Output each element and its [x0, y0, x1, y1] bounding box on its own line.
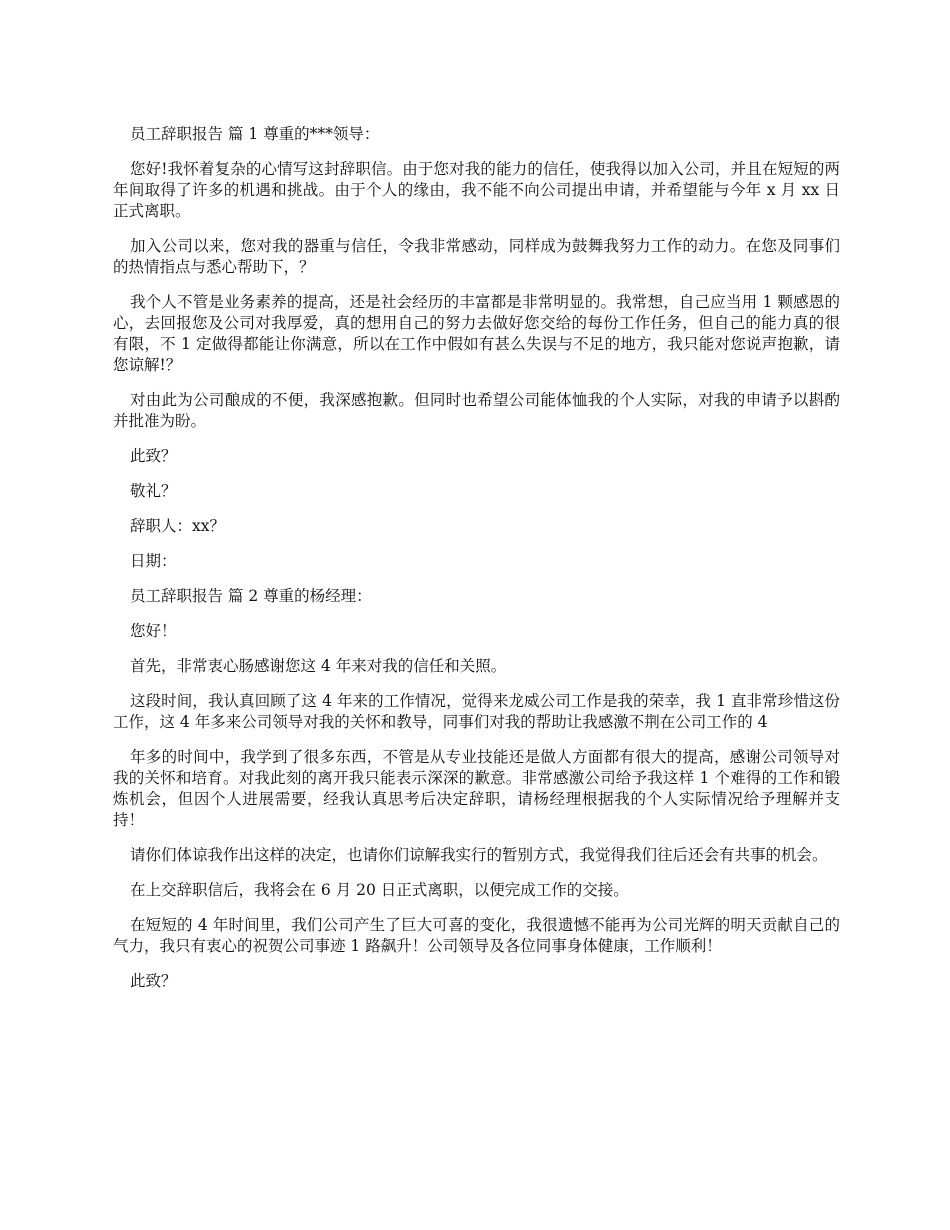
paragraph: 在短短的 4 年时间里，我们公司产生了巨大可喜的变化，我很遗憾不能再为公司光辉的明天贡献自己的气力，我只有衷心的祝贺公司事迹 1 路飙升！公司领导及各位同事身体健康，工作顺利！: [113, 916, 840, 955]
paragraph: 加入公司以来，您对我的器重与信任，令我非常感动，同样成为鼓舞我努力工作的动力。在您及同事们的热情指点与悉心帮助下，？: [113, 237, 840, 276]
document-page: [113, 124, 840, 1006]
paragraph: 首先，非常衷心肠感谢您这 4 年来对我的信任和关照。: [130, 657, 507, 675]
closing-line: 此致？: [130, 972, 177, 990]
heading-report-1: 员工辞职报告 篇 1 尊重的***领导：: [130, 125, 380, 143]
salutation-line: 敬礼？: [130, 482, 177, 500]
paragraph: 年多的时间中，我学到了很多东西，不管是从专业技能还是做人方面都有很大的提高，感谢公司领导对我的关怀和培育。对我此刻的离开我只能表示深深的歉意。非常感激公司给予我这样 1 个难得的工作和锻炼机会，但因个人进展需要，经我认真思考后决定辞职，请杨经理根据我的个人实际情况给予理解并支持！: [113, 748, 840, 829]
closing-line: 此致？: [130, 447, 177, 465]
paragraph: 这段时间，我认真回顾了这 4 年来的工作情况，觉得来龙威公司工作是我的荣幸，我 1 直非常珍惜这份工作，这 4 年多来公司领导对我的关怀和教导，同事们对我的帮助让我感激不荆在公司工作的 4: [113, 692, 840, 731]
paragraph: 请你们体谅我作出这样的决定，也请你们谅解我实行的暂别方式，我觉得我们往后还会有共事的机会。: [130, 846, 828, 864]
signer-line: 辞职人：xx？: [130, 517, 225, 535]
greeting-line: 您好！: [130, 622, 177, 640]
paragraph: 对由此为公司酿成的不便，我深感抱歉。但同时也希望公司能体恤我的个人实际，对我的申请予以斟酌并批准为盼。: [113, 391, 840, 430]
heading-report-2: 员工辞职报告 篇 2 尊重的杨经理：: [130, 587, 372, 605]
date-line: 日期：: [130, 552, 177, 570]
paragraph: 我个人不管是业务素养的提高，还是社会经历的丰富都是非常明显的。我常想，自己应当用 1 颗感恩的心，去回报您及公司对我厚爱，真的想用自己的努力去做好您交给的每份工作任务，但自己的能力真的很有限，不 1 定做得都能让你满意，所以在工作中假如有甚么失误与不足的地方，我只能对您说声抱歉，请您谅解!？: [113, 293, 840, 374]
paragraph: 您好!我怀着复杂的心情写这封辞职信。由于您对我的能力的信任，使我得以加入公司，并且在短短的两年间取得了许多的机遇和挑战。由于个人的缘由，我不能不向公司提出申请，并希望能与今年 x 月 xx 日正式离职。: [113, 160, 840, 220]
paragraph: 在上交辞职信后，我将会在 6 月 20 日正式离职，以便完成工作的交接。: [130, 881, 629, 899]
